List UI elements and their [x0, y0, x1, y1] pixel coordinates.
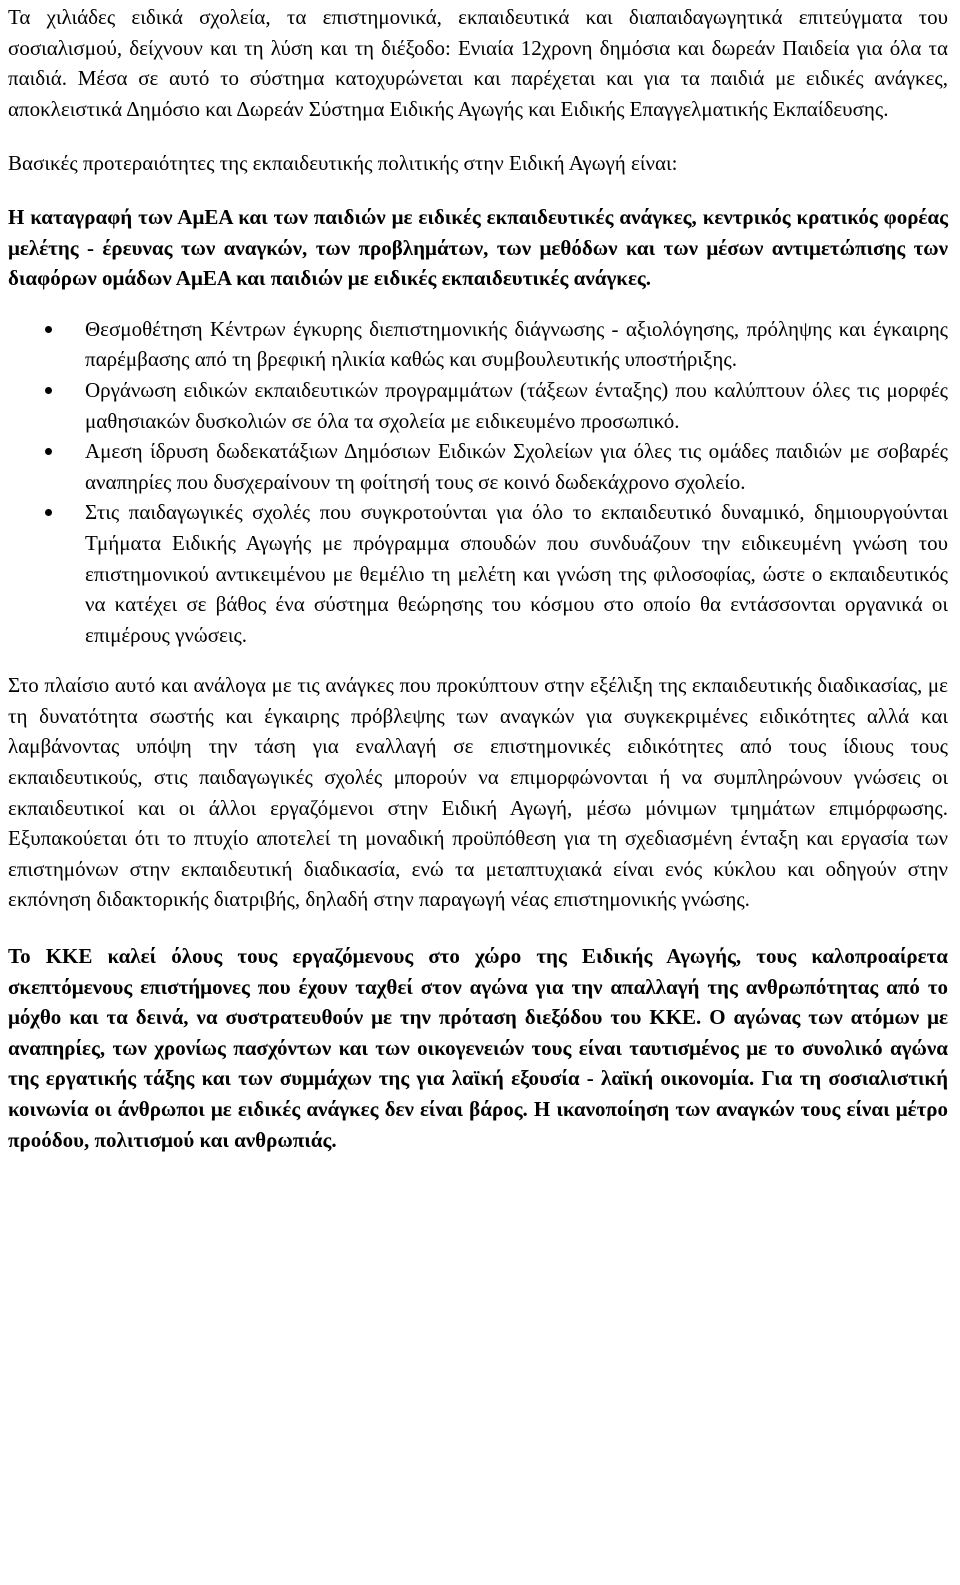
closing-call-paragraph: Το ΚΚΕ καλεί όλους τους εργαζόμενους στο χώρο της Ειδικής Αγωγής, τους καλοπροαίρετα σκεπτόμενους επιστήμονες που έχουν ταχθεί στον αγώνα για την απαλλαγή της ανθρωπότητας από το μόχθο και τα δεινά, να συστρατευθούν με την πρόταση διεξόδου του ΚΚΕ. Ο αγώνας των ατόμων με αναπηρίες, των χρονίως πασχόντων και των οικογενειών τους είναι ταυτισμένος με το συνολικό αγώνα της εργατικής τάξης και των συμμάχων της για λαϊκή εξουσία - λαϊκή οικονομία. Για τη σοσιαλιστική κοινωνία οι άνθρωποι με ειδικές ανάγκες δεν είναι βάρος. Η ικανοποίηση των αναγκών τους είναι μέτρο προόδου, πολιτισμού και ανθρωπιάς.	[8, 944, 948, 1152]
list-item	[8, 497, 948, 650]
list-item	[8, 436, 948, 497]
bold-priority-paragraph: Η καταγραφή των ΑμΕΑ και των παιδιών με ειδικές εκπαιδευτικές ανάγκες, κεντρικός κρατικός φορέας μελέτης - έρευνας των αναγκών, των προβλημάτων, των μεθόδων και των μέσων αντιμετώπισης των διαφόρων ομάδων ΑμΕΑ και παιδιών με ειδικές εκπαιδευτικές ανάγκες.	[8, 204, 948, 291]
list-item	[8, 314, 948, 375]
document-page	[8, 2, 948, 1155]
bullet-icon	[45, 387, 52, 394]
list-item-text: Στις παιδαγωγικές σχολές που συγκροτούνται για όλο το εκπαιδευτικό δυναμικό, δημιουργούνται Τμήματα Ειδικής Αγωγής με πρόγραμμα σπουδών που συνδυάζουν την ειδικευμένη γνώση του επιστημονικού αντικειμένου με θεμέλιο τη μελέτη και γνώση της φιλοσοφίας, ώστε ο εκπαιδευτικός να κατέχει σε βάθος ένα σύστημα θεώρησης του κόσμου στο οποίο θα εντάσσονται οργανικά οι επιμέρους γνώσεις.	[85, 500, 948, 647]
priorities-list	[8, 314, 948, 651]
framework-paragraph: Στο πλαίσιο αυτό και ανάλογα με τις ανάγκες που προκύπτουν στην εξέλιξη της εκπαιδευτικής διαδικασίας, με τη δυνατότητα σωστής και έγκαιρης πρόβλεψης των αναγκών για συγκεκριμένες ειδικότητες αλλά και λαμβάνοντας υπόψη την τάση για εναλλαγή σε επιστημονικές ειδικότητες από τους ίδιους τους εκπαιδευτικούς, στις παιδαγωγικές σχολές μπορούν να επιμορφώνονται ή να συμπληρώνουν γνώσεις οι εκπαιδευτικοί και οι άλλοι εργαζόμενοι στην Ειδική Αγωγή, μέσω μόνιμων τμημάτων επιμόρφωσης. Εξυπακούεται ότι το πτυχίο αποτελεί τη μοναδική προϋπόθεση για τη σχεδιασμένη ένταξη και εργασία των επιστημόνων στην εκπαιδευτική διαδικασία, ενώ τα μεταπτυχιακά είναι ενός κύκλου και οδηγούν στην εκπόνηση διδακτορικής διατριβής, δηλαδή στην παραγωγή νέας επιστημονικής γνώσης.	[8, 673, 948, 912]
list-item-text: Θεσμοθέτηση Κέντρων έγκυρης διεπιστημονικής διάγνωσης - αξιολόγησης, πρόληψης και έγκαιρης παρέμβασης από τη βρεφική ηλικία καθώς και συμβουλευτικής υποστήριξης.	[85, 316, 948, 372]
intro-paragraph: Τα χιλιάδες ειδικά σχολεία, τα επιστημονικά, εκπαιδευτικά και διαπαιδαγωγητικά επιτεύγματα του σοσιαλισμού, δείχνουν και τη λύση και τη διέξοδο: Ενιαία 12χρονη δημόσια και δωρεάν Παιδεία για όλα τα παιδιά. Μέσα σε αυτό το σύστημα κατοχυρώνεται και παρέχεται και για τα παιδιά με ειδικές ανάγκες, αποκλειστικά Δημόσιο και Δωρεάν Σύστημα Ειδικής Αγωγής και Ειδικής Επαγγελματικής Εκπαίδευσης.	[8, 5, 948, 121]
list-item	[8, 375, 948, 436]
bullet-icon	[45, 448, 52, 455]
bullet-icon	[45, 326, 52, 333]
list-item-text: Αμεση ίδρυση δωδεκατάξιων Δημόσιων Ειδικών Σχολείων για όλες τις ομάδες παιδιών με σοβαρές αναπηρίες που δυσχεραίνουν τη φοίτησή τους σε κοινό δωδεκάχρονο σχολείο.	[85, 439, 948, 494]
bullet-icon	[45, 509, 52, 516]
priorities-heading: Βασικές προτεραιότητες της εκπαιδευτικής πολιτικής στην Ειδική Αγωγή είναι:	[8, 151, 678, 176]
list-item-text: Οργάνωση ειδικών εκπαιδευτικών προγραμμάτων (τάξεων ένταξης) που καλύπτουν όλες τις μορφές μαθησιακών δυσκολιών σε όλα τα σχολεία με ειδικευμένο προσωπικό.	[85, 377, 948, 433]
